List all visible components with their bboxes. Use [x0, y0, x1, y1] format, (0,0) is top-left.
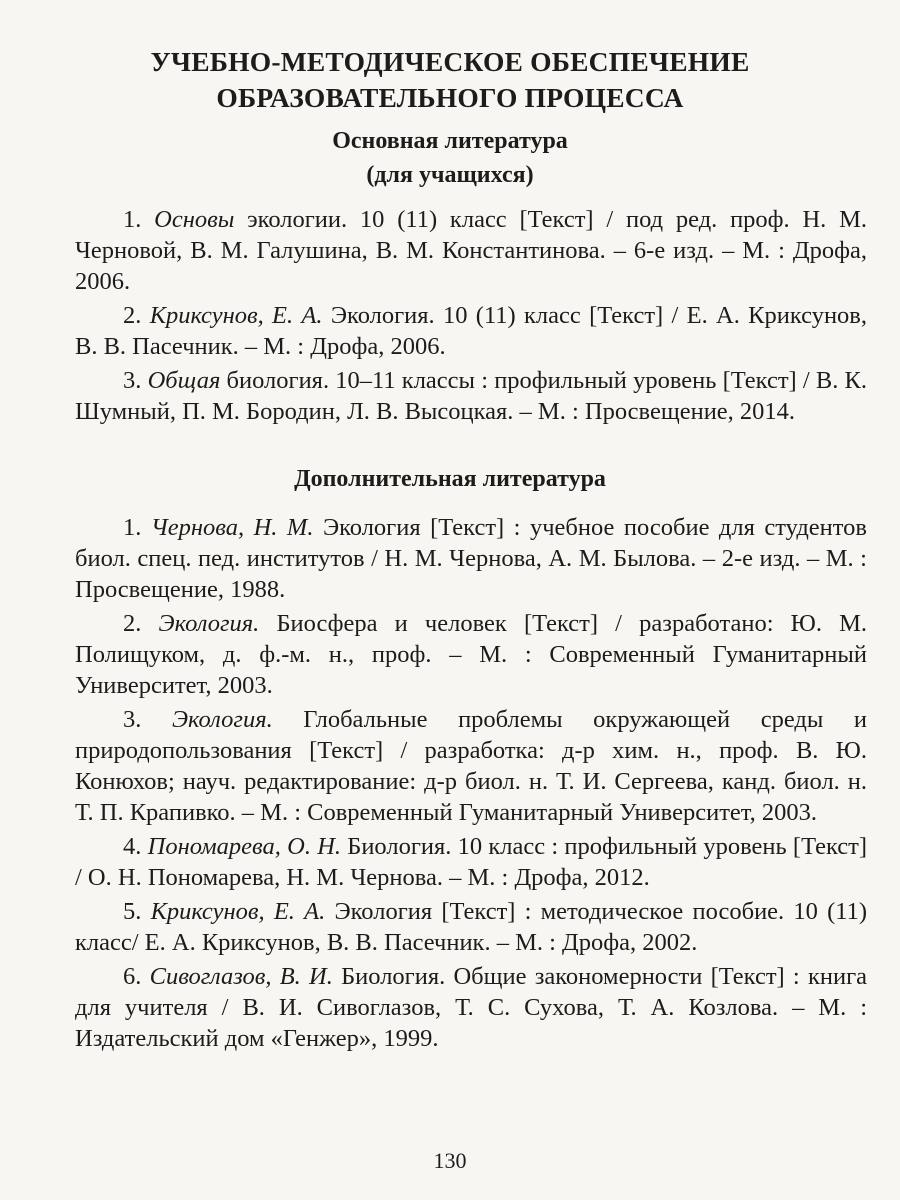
main-literature-heading-line-1: Основная литература — [332, 128, 568, 154]
list-item — [75, 896, 867, 958]
list-item — [75, 608, 867, 701]
item-author: Общая — [147, 367, 221, 394]
item-author: Пономарева, О. Н. — [147, 833, 342, 860]
list-item — [75, 204, 867, 297]
item-text: Биология. Общие закономерности [Текст] : книга для учителя / В. И. Сивоглазов, Т. С. Сухова, Т. А. Козлова. – М. : Издательский дом «Генжер», 1999. — [75, 963, 868, 1052]
item-author: Криксунов, Е. А. — [149, 302, 323, 329]
item-author: Сивоглазов, В. И. — [149, 963, 333, 990]
list-item — [75, 300, 867, 362]
item-author: Экология. — [171, 706, 273, 733]
main-literature-list — [75, 204, 867, 430]
item-number: 2. — [123, 302, 142, 329]
list-item — [75, 704, 867, 828]
item-number: 6. — [123, 963, 142, 990]
page-number: 130 — [433, 1148, 467, 1173]
page-title-line-1: УЧЕБНО-МЕТОДИЧЕСКОЕ ОБЕСПЕЧЕНИЕ — [150, 46, 750, 77]
item-text: Экология [Текст] : учебное пособие для студентов биол. спец. пед. институтов / Н. М. Чернова, А. М. Былова. – 2-е изд. – М. : Просвещение, 1988. — [75, 514, 867, 603]
list-item — [75, 365, 867, 427]
item-number: 1. — [123, 206, 142, 233]
item-text: Экология [Текст] : методическое пособие. 10 (11) класс/ Е. А. Криксунов, В. В. Пасечник. – М. : Дрофа, 2002. — [75, 898, 868, 956]
item-text: Экология. 10 (11) класс [Текст] / Е. А. Криксунов, В. В. Пасечник. – М. : Дрофа, 2006. — [75, 302, 868, 360]
list-item — [75, 512, 867, 605]
page-title — [0, 44, 900, 116]
item-text: экологии. 10 (11) класс [Текст] / под ред. проф. Н. М. Черновой, В. М. Галушина, В. М. Константинова. – 6-е изд. – М. : Дрофа, 2006. — [75, 206, 868, 295]
item-author: Чернова, Н. М. — [150, 514, 314, 541]
main-literature-heading — [0, 124, 900, 192]
list-item — [75, 961, 867, 1054]
list-item — [75, 831, 867, 893]
item-author: Экология. — [158, 610, 260, 637]
item-number: 2. — [123, 610, 142, 637]
item-author: Основы — [154, 206, 235, 233]
item-text: Биосфера и человек [Текст] / разработано: Ю. М. Полищуком, д. ф.-м. н., проф. – М. : Современный Гуманитарный Университет, 2003. — [75, 610, 868, 699]
item-number: 1. — [123, 514, 142, 541]
item-text: Глобальные проблемы окружающей среды и природопользования [Текст] / разработка: д-р хим. н., проф. В. Ю. Конюхов; науч. редактирование: д-р биол. н. Т. И. Сергеева, канд. биол. н. Т. П. Крапивко. – М. : Современный Гуманитарный Университет, 2003. — [75, 706, 867, 826]
item-text: биология. 10–11 классы : профильный уровень [Текст] / В. К. Шумный, П. М. Бородин, Л. В. Высоцкая. – М. : Просвещение, 2014. — [75, 367, 868, 425]
item-number: 3. — [123, 706, 142, 733]
item-number: 4. — [123, 833, 142, 860]
item-number: 5. — [123, 898, 142, 925]
page-title-line-2: ОБРАЗОВАТЕЛЬНОГО ПРОЦЕССА — [216, 82, 684, 113]
item-text: Биология. 10 класс : профильный уровень [Текст] / О. Н. Пономарева, Н. М. Чернова. – М. : Дрофа, 2012. — [75, 833, 868, 891]
main-literature-heading-line-2: (для учащихся) — [366, 162, 534, 188]
item-author: Криксунов, Е. А. — [150, 898, 326, 925]
item-number: 3. — [123, 367, 142, 394]
additional-literature-heading: Дополнительная литература — [294, 466, 606, 492]
additional-literature-list — [75, 512, 867, 1057]
